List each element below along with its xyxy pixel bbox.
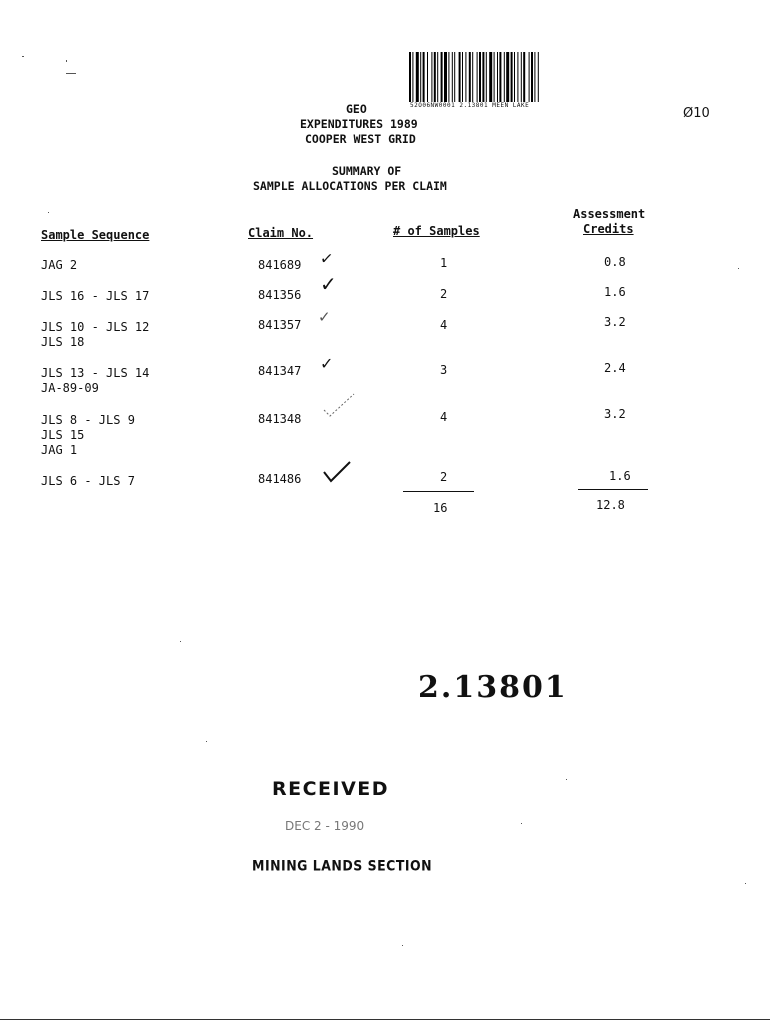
barcode-bar xyxy=(465,52,466,102)
scan-speck xyxy=(48,212,49,213)
barcode xyxy=(409,52,629,102)
row-claim: 841348 xyxy=(258,412,302,426)
barcode-bar xyxy=(472,52,473,102)
page-code: Ø10 xyxy=(683,106,710,121)
scan-speck xyxy=(180,641,181,642)
received-stamp: RECEIVED xyxy=(272,778,390,800)
title-summary: SUMMARY OF xyxy=(332,164,402,178)
barcode-bar xyxy=(412,52,413,102)
row-sequence: JLS 16 - JLS 17 xyxy=(41,289,150,303)
barcode-bar xyxy=(454,52,455,102)
barcode-bar xyxy=(486,52,487,102)
row-credits: 3.2 xyxy=(604,315,626,329)
row-sequence: JLS 6 - JLS 7 xyxy=(41,474,135,488)
barcode-bar xyxy=(521,52,522,102)
row-claim: 841356 xyxy=(258,288,302,302)
received-date: DEC 2 - 1990 xyxy=(285,819,365,833)
table-row xyxy=(41,413,135,458)
barcode-bar xyxy=(459,52,461,102)
row-claim: 841486 xyxy=(258,472,302,486)
barcode-bar xyxy=(423,52,425,102)
barcode-bar xyxy=(534,52,535,102)
scan-speck xyxy=(566,779,567,780)
scan-speck xyxy=(22,56,24,57)
barcode-bar xyxy=(420,52,421,102)
total-credits: 12.8 xyxy=(596,498,625,512)
row-sequence: JAG 2 xyxy=(41,258,78,272)
barcode-bar xyxy=(416,52,419,102)
header-credits: Credits xyxy=(583,222,634,236)
row-sequence: JAG 1 xyxy=(41,443,78,457)
barcode-bar xyxy=(427,52,428,102)
barcode-bar xyxy=(538,52,539,102)
totals-rule-credits xyxy=(578,489,648,490)
row-claim: 841689 xyxy=(258,258,302,272)
row-samples: 2 xyxy=(440,287,448,301)
barcode-bar xyxy=(517,52,518,102)
barcode-bar xyxy=(469,52,471,102)
barcode-bar xyxy=(504,52,505,102)
stamp-number-text: 2.13801 xyxy=(418,670,568,705)
barcode-bar xyxy=(444,52,447,102)
scan-speck xyxy=(738,268,739,269)
barcode-bar xyxy=(499,52,501,102)
check-mark-icon: ✓ xyxy=(320,354,334,373)
row-credits: 0.8 xyxy=(604,255,626,269)
check-mark-icon: ✓ xyxy=(320,272,337,296)
header-claim-no: Claim No. xyxy=(248,226,314,240)
title-expenditures: EXPENDITURES 1989 xyxy=(300,117,418,131)
scan-speck xyxy=(206,741,207,742)
row-credits: 1.6 xyxy=(604,285,626,299)
barcode-bar xyxy=(506,52,509,102)
barcode-bar xyxy=(529,52,530,102)
barcode-bar xyxy=(452,52,453,102)
header-sample-sequence: Sample Sequence xyxy=(41,228,150,242)
scan-speck xyxy=(745,883,746,884)
title-allocations: SAMPLE ALLOCATIONS PER CLAIM xyxy=(253,179,447,193)
row-claim: 841347 xyxy=(258,364,302,378)
row-samples: 3 xyxy=(440,363,448,377)
barcode-bar xyxy=(409,52,411,102)
check-mark-icon: ✓ xyxy=(319,248,335,269)
scan-speck xyxy=(402,945,403,946)
row-credits: 2.4 xyxy=(604,361,626,375)
page-bottom-edge xyxy=(0,1019,770,1020)
table-row xyxy=(41,258,77,273)
barcode-bar xyxy=(514,52,515,102)
scan-speck xyxy=(66,60,67,62)
title-grid: COOPER WEST GRID xyxy=(305,132,416,146)
barcode-bar xyxy=(511,52,513,102)
row-sequence: JLS 13 - JLS 14 xyxy=(41,366,150,380)
row-credits: 3.2 xyxy=(604,407,626,421)
check-mark-icon: ✓ xyxy=(318,308,331,326)
row-sequence: JLS 15 xyxy=(41,428,85,442)
table-row xyxy=(41,289,149,304)
barcode-bar xyxy=(462,52,463,102)
stamp-number xyxy=(418,670,568,705)
row-samples: 2 xyxy=(440,470,448,484)
table-row xyxy=(41,320,149,350)
table-row xyxy=(41,474,135,489)
barcode-bar xyxy=(479,52,481,102)
barcode-bar xyxy=(531,52,533,102)
scan-speck xyxy=(66,73,76,74)
row-sequence: JLS 18 xyxy=(41,335,85,349)
row-samples: 4 xyxy=(440,318,448,332)
barcode-bar xyxy=(497,52,498,102)
barcode-bar xyxy=(434,52,436,102)
totals-rule-samples xyxy=(403,491,474,492)
barcode-bar xyxy=(441,52,443,102)
row-credits: 1.6 xyxy=(609,469,631,483)
title-geo: GEO xyxy=(346,102,367,116)
row-claim: 841357 xyxy=(258,318,302,332)
mining-lands-section: MINING LANDS SECTION xyxy=(252,857,433,874)
check-mark-icon xyxy=(322,392,356,418)
header-num-samples: # of Samples xyxy=(393,224,480,238)
barcode-bar xyxy=(482,52,484,102)
row-samples: 1 xyxy=(440,256,448,270)
scan-speck xyxy=(521,823,522,824)
row-samples: 4 xyxy=(440,410,448,424)
barcode-bar xyxy=(448,52,449,102)
barcode-bar xyxy=(477,52,478,102)
row-sequence: JA-89-09 xyxy=(41,381,99,395)
row-sequence: JLS 8 - JLS 9 xyxy=(41,413,135,427)
total-samples: 16 xyxy=(433,501,448,515)
barcode-caption: 52O06NW0001 2.13801 MEEN LAKE xyxy=(410,102,530,109)
barcode-bar xyxy=(437,52,438,102)
barcode-bar xyxy=(523,52,525,102)
barcode-bar xyxy=(431,52,432,102)
header-assessment: Assessment xyxy=(573,207,646,221)
barcode-bar xyxy=(494,52,495,102)
table-row xyxy=(41,366,149,396)
barcode-bar xyxy=(489,52,492,102)
check-mark-icon xyxy=(322,460,352,484)
row-sequence: JLS 10 - JLS 12 xyxy=(41,320,150,334)
